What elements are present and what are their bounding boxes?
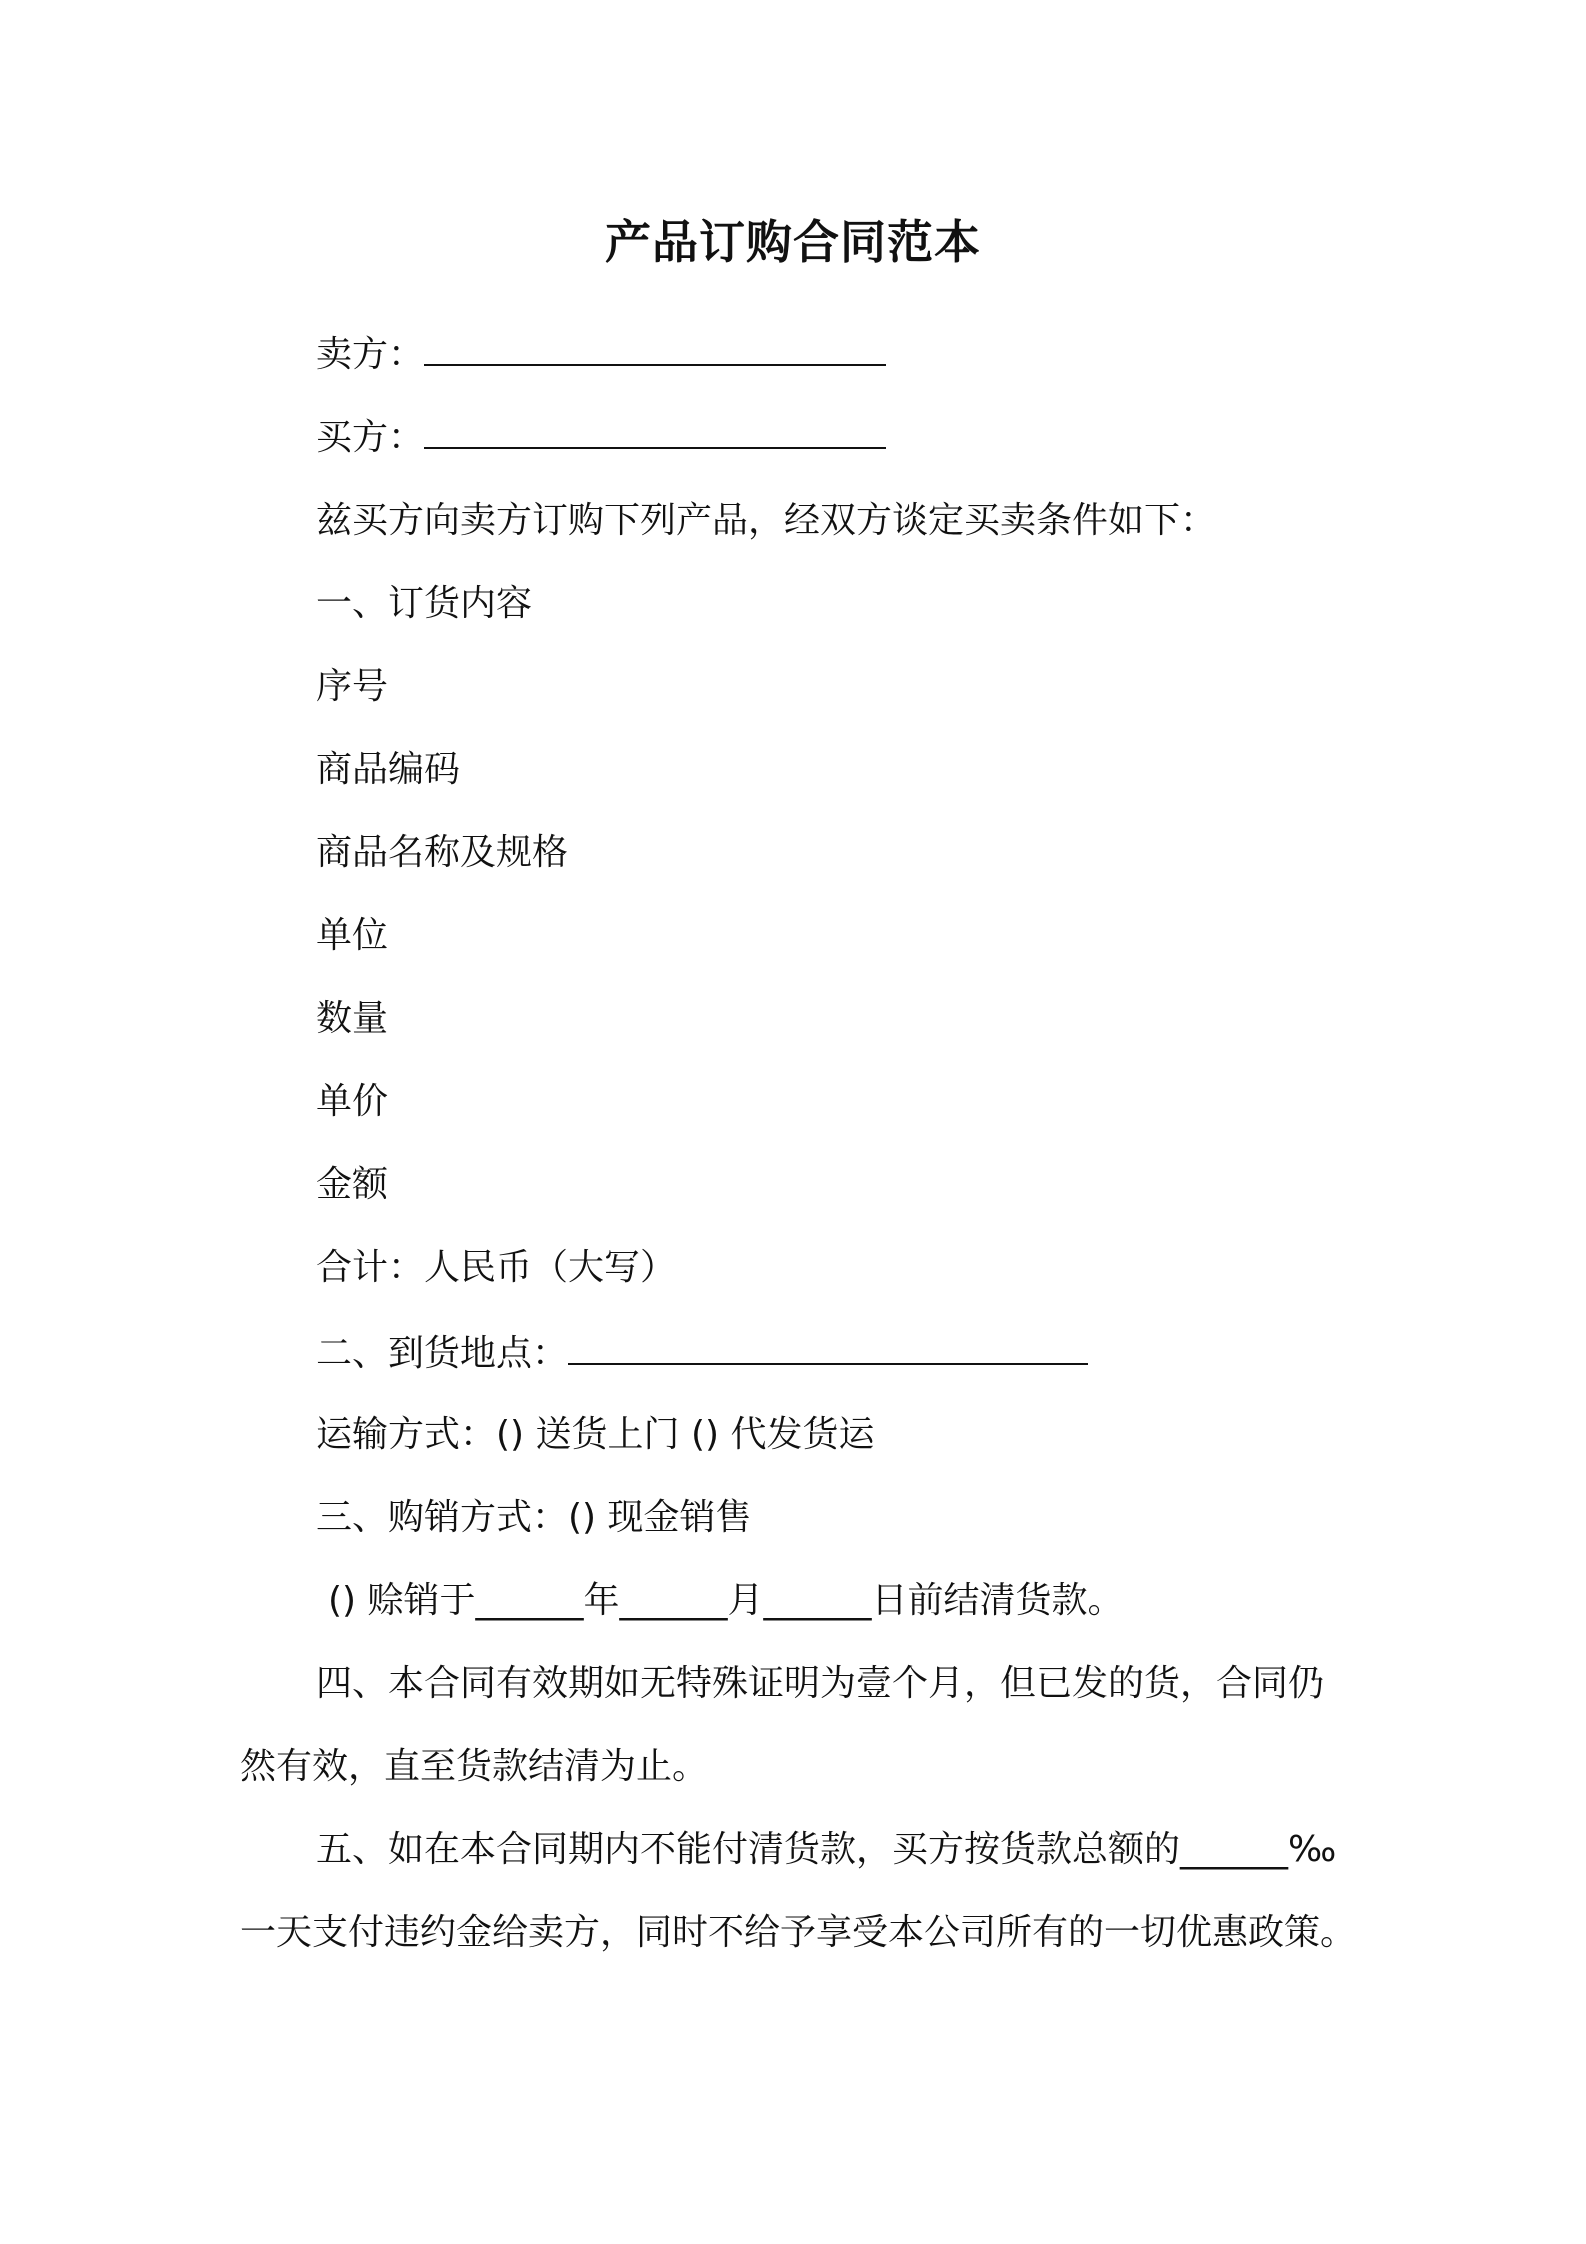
item-field-amount: 金额 [316, 1164, 389, 1205]
item-field-quantity: 数量 [316, 998, 389, 1039]
section-5-line-1: 五、如在本合同期内不能付清货款，买方按货款总额的______‰ [316, 1829, 1337, 1870]
intro-line: 兹买方向卖方订购下列产品，经双方谈定买卖条件如下： [316, 500, 1217, 541]
delivery-location-label: 二、到货地点： [316, 1333, 569, 1374]
buyer-line [316, 413, 886, 463]
section-4-line-2: 然有效，直至货款结清为止。 [240, 1746, 709, 1787]
seller-label: 卖方： [316, 334, 425, 375]
delivery-location-line [316, 1329, 1088, 1379]
section-4-line-1: 四、本合同有效期如无特殊证明为壹个月，但已发的货，合同仍 [316, 1663, 1325, 1704]
item-field-serial: 序号 [316, 666, 389, 707]
item-field-unit: 单位 [316, 915, 389, 956]
seller-line [316, 330, 886, 380]
credit-sale-line: () 赊销于______年______月______日前结清货款。 [328, 1580, 1124, 1621]
buyer-blank [424, 417, 886, 449]
page-title: 产品订购合同范本 [605, 215, 981, 269]
transport-method-line: 运输方式：() 送货上门 () 代发货运 [316, 1414, 875, 1455]
delivery-location-blank [568, 1333, 1088, 1365]
sales-method-line: 三、购销方式：() 现金销售 [316, 1497, 752, 1538]
section-5-line-2: 一天支付违约金给卖方，同时不给予享受本公司所有的一切优惠政策。 [240, 1912, 1357, 1953]
seller-blank [424, 334, 886, 366]
total-line: 合计：人民币（大写） [316, 1247, 677, 1288]
item-field-unit-price: 单价 [316, 1081, 389, 1122]
item-field-code: 商品编码 [316, 749, 461, 790]
item-field-name-spec: 商品名称及规格 [316, 832, 569, 873]
section-1-heading: 一、订货内容 [316, 583, 533, 624]
buyer-label: 买方： [316, 417, 425, 458]
